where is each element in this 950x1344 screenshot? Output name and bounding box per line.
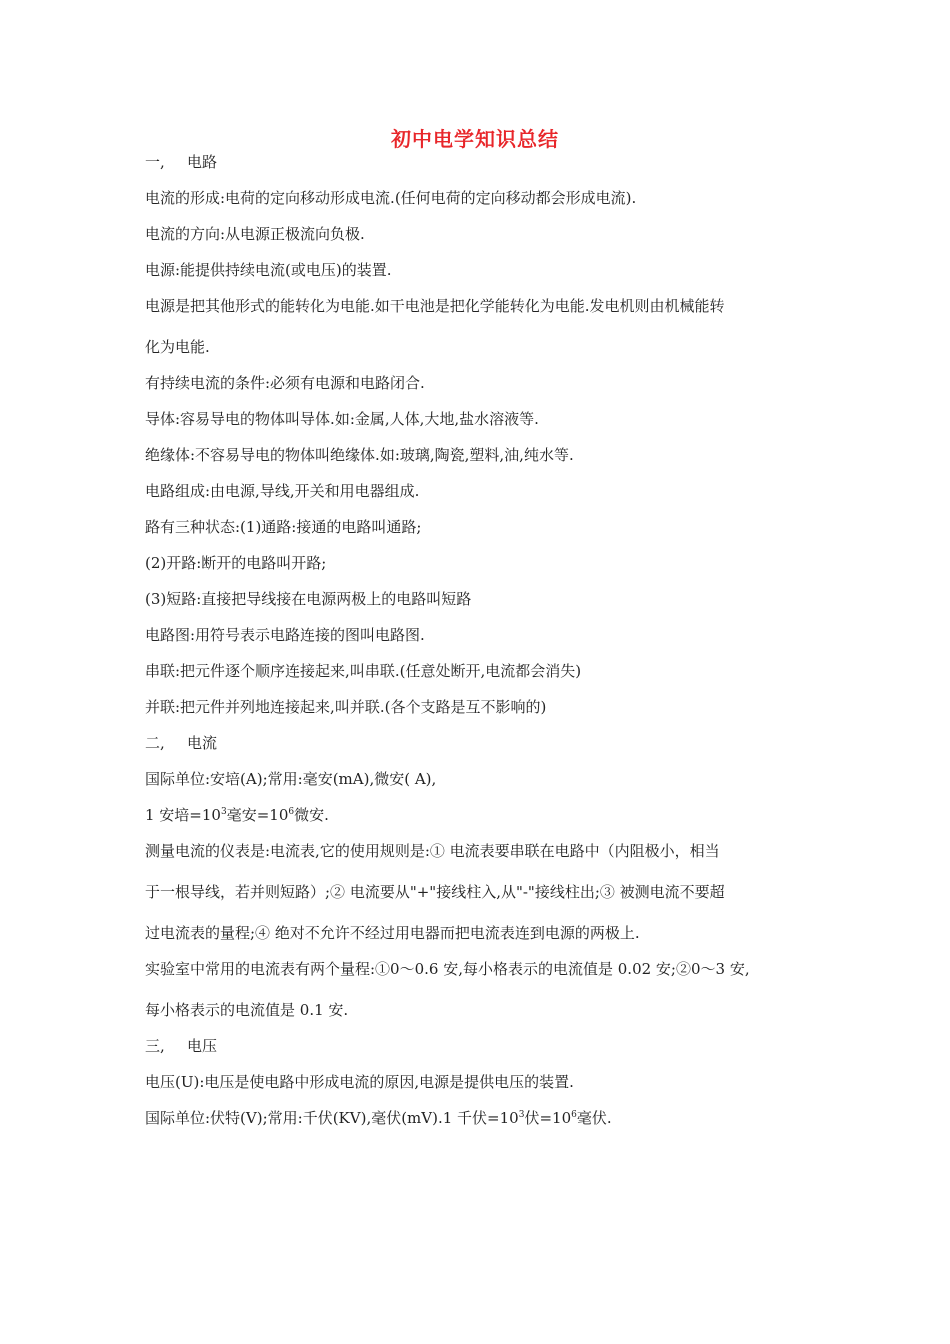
section-number: 一, <box>145 153 165 171</box>
paragraph-line: 串联:把元件逐个顺序连接起来,叫串联.(任意处断开,电流都会消失) <box>145 662 582 680</box>
section-title: 电压 <box>187 1037 218 1055</box>
paragraph-line: 电路图:用符号表示电路连接的图叫电路图. <box>145 626 425 644</box>
section-title: 电路 <box>187 153 218 171</box>
paragraph-line: 电源是把其他形式的能转化为电能.如干电池是把化学能转化为电能.发电机则由机械能转 <box>145 297 725 315</box>
section-heading-voltage <box>145 1036 217 1056</box>
paragraph-line: 电流的形成:电荷的定向移动形成电流.(任何电荷的定向移动都会形成电流). <box>145 189 637 207</box>
superscript: 6 <box>288 807 295 817</box>
section-title: 电流 <box>187 734 218 752</box>
paragraph-line: 并联:把元件并列地连接起来,叫并联.(各个支路是互不影响的) <box>145 698 547 716</box>
paragraph-line: 每小格表示的电流值是 0.1 安. <box>145 1001 349 1019</box>
superscript: 6 <box>571 1110 577 1120</box>
text-segment: 毫伏. <box>576 1109 612 1127</box>
paragraph-line: 国际单位:安培(A);常用:毫安(mA),微安( A), <box>145 770 437 788</box>
text-segment: 国际单位:伏特(V);常用:千伏(KV),毫伏(mV).1 千伏=10 <box>145 1109 519 1127</box>
text-segment: 1 安培=10 <box>145 806 221 824</box>
paragraph-line: (2)开路:断开的电路叫开路; <box>145 554 327 572</box>
section-number: 二, <box>145 734 165 752</box>
section-number: 三, <box>145 1037 165 1055</box>
superscript: 3 <box>518 1110 525 1120</box>
document-title: 初中电学知识总结 <box>391 127 559 151</box>
paragraph-line: 绝缘体:不容易导电的物体叫绝缘体.如:玻璃,陶瓷,塑料,油,纯水等. <box>145 446 574 464</box>
paragraph-line: 路有三种状态:(1)通路:接通的电路叫通路; <box>145 518 422 536</box>
paragraph-line: 于一根导线，若并则短路）;② 电流要从"+"接线柱入,从"-"接线柱出;③ 被测电流不要超 <box>145 883 725 901</box>
text-segment: 微安. <box>294 806 329 824</box>
text-segment: 毫安=10 <box>226 806 289 824</box>
paragraph-line: 电压(U):电压是使电路中形成电流的原因,电源是提供电压的装置. <box>145 1073 574 1091</box>
paragraph-line: 电源:能提供持续电流(或电压)的装置. <box>145 261 392 279</box>
paragraph-line: 电路组成:由电源,导线,开关和用电器组成. <box>145 482 420 500</box>
paragraph-line: 实验室中常用的电流表有两个量程:①0～0.6 安,每小格表示的电流值是 0.02 安;②0～3 安, <box>145 960 750 978</box>
paragraph-line-with-superscript <box>145 805 329 825</box>
paragraph-line-with-superscript <box>145 1108 612 1128</box>
superscript: 3 <box>220 807 227 817</box>
paragraph-line: 过电流表的量程;④ 绝对不允许不经过用电器而把电流表连到电源的两极上. <box>145 924 640 942</box>
text-segment: 伏=10 <box>524 1109 572 1127</box>
paragraph-line: (3)短路:直接把导线接在电源两极上的电路叫短路 <box>145 590 472 608</box>
section-heading-current <box>145 733 217 753</box>
paragraph-line: 测量电流的仪表是:电流表,它的使用规则是:① 电流表要串联在电路中（内阻极小，相当 <box>145 842 720 860</box>
paragraph-line: 有持续电流的条件:必须有电源和电路闭合. <box>145 374 425 392</box>
paragraph-line: 电流的方向:从电源正极流向负极. <box>145 225 365 243</box>
paragraph-line: 化为电能. <box>145 338 210 356</box>
paragraph-line: 导体:容易导电的物体叫导体.如:金属,人体,大地,盐水溶液等. <box>145 410 539 428</box>
section-heading-circuit <box>145 152 217 172</box>
